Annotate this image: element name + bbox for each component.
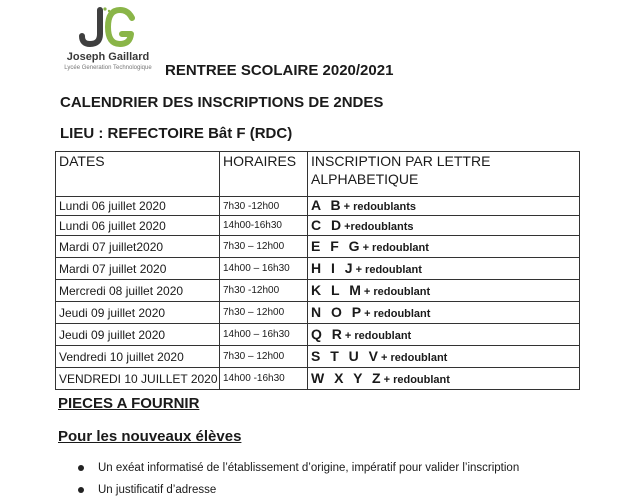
cell-time: 14h00 – 16h30 — [220, 258, 308, 280]
cell-redoublant: + redoublant — [364, 307, 431, 320]
list-item-text: Un exéat informatisé de l’établissement d’origine, impératif pour valider l’inscription — [98, 462, 520, 474]
cell-date: Mercredi 08 juillet 2020 — [56, 280, 220, 302]
cell-inscription — [308, 280, 580, 302]
cell-letters: Q R — [311, 325, 345, 342]
cell-time: 7h30 – 12h00 — [220, 302, 308, 324]
cell-inscription — [308, 346, 580, 368]
cell-redoublant: + redoublant — [344, 329, 412, 342]
cell-date: Jeudi 09 juillet 2020 — [56, 324, 220, 346]
cell-letters: E F G — [311, 237, 363, 254]
cell-time: 7h30 – 12h00 — [220, 236, 308, 258]
table-row — [56, 368, 580, 390]
list-item — [78, 457, 618, 479]
cell-date: VENDREDI 10 JUILLET 2020 — [56, 368, 220, 390]
cell-time: 14h00 -16h30 — [220, 368, 308, 390]
cell-date: Mardi 07 juillet2020 — [56, 236, 220, 258]
cell-date: Lundi 06 juillet 2020 — [56, 216, 220, 236]
cell-letters: A B — [311, 197, 344, 213]
table-row — [56, 346, 580, 368]
cell-time: 14h00-16h30 — [220, 216, 308, 236]
cell-inscription — [308, 368, 580, 390]
cell-time: 14h00 – 16h30 — [220, 324, 308, 346]
cell-letters: K L M — [311, 281, 364, 298]
cell-letters: H I J — [311, 259, 356, 276]
cell-time: 7h30 -12h00 — [220, 280, 308, 302]
location-heading: LIEU : REFECTOIRE Bât F (RDC) — [60, 125, 293, 142]
documents-list — [78, 457, 618, 501]
nouveaux-heading: Pour les nouveaux élèves — [58, 428, 242, 445]
list-item-text: Un justificatif d’adresse — [98, 484, 217, 496]
table-row — [56, 197, 580, 216]
table-row — [56, 324, 580, 346]
calendar-heading: CALENDRIER DES INSCRIPTIONS DE 2NDES — [60, 94, 384, 111]
table-row — [56, 236, 580, 258]
cell-inscription — [308, 236, 580, 258]
cell-letters: N O P — [311, 303, 365, 320]
logo-jg-mark — [78, 6, 138, 50]
cell-date: Lundi 06 juillet 2020 — [56, 197, 220, 216]
cell-inscription — [308, 258, 580, 280]
cell-date: Mardi 07 juillet 2020 — [56, 258, 220, 280]
cell-date: Jeudi 09 juillet 2020 — [56, 302, 220, 324]
pieces-heading: PIECES A FOURNIR — [58, 395, 200, 412]
cell-redoublant: + redoublant — [381, 351, 448, 364]
header-inscription: INSCRIPTION PAR LETTRE ALPHABETIQUE — [308, 152, 580, 197]
table-row — [56, 258, 580, 280]
cell-redoublant: + redoublants — [343, 201, 417, 213]
list-item — [78, 479, 618, 501]
header-dates: DATES — [56, 152, 220, 197]
schedule-table — [55, 151, 580, 390]
bullet-icon — [78, 465, 84, 471]
school-logo — [54, 6, 162, 76]
cell-inscription — [308, 324, 580, 346]
table-row — [56, 280, 580, 302]
cell-redoublant: + redoublant — [363, 285, 431, 298]
cell-date: Vendredi 10 juillet 2020 — [56, 346, 220, 368]
bullet-icon — [78, 487, 84, 493]
cell-letters: W X Y Z — [311, 369, 384, 386]
cell-redoublant: +redoublants — [344, 220, 414, 233]
cell-redoublant: + redoublant — [355, 263, 422, 276]
cell-letters: S T U V — [311, 347, 382, 364]
logo-subtitle: Lycée Generation Technologique — [64, 65, 152, 71]
cell-inscription — [308, 197, 580, 216]
logo-name: Joseph Gaillard — [66, 51, 150, 63]
cell-time: 7h30 -12h00 — [220, 197, 308, 216]
cell-redoublant: + redoublant — [362, 241, 429, 254]
table-row — [56, 216, 580, 236]
table-header-row — [56, 152, 580, 197]
cell-redoublant: + redoublant — [383, 373, 450, 386]
cell-inscription — [308, 302, 580, 324]
cell-time: 7h30 – 12h00 — [220, 346, 308, 368]
header-horaires: HORAIRES — [220, 152, 308, 197]
cell-inscription — [308, 216, 580, 236]
cell-letters: C D — [311, 216, 345, 233]
page-title: RENTREE SCOLAIRE 2020/2021 — [165, 62, 394, 79]
table-row — [56, 302, 580, 324]
